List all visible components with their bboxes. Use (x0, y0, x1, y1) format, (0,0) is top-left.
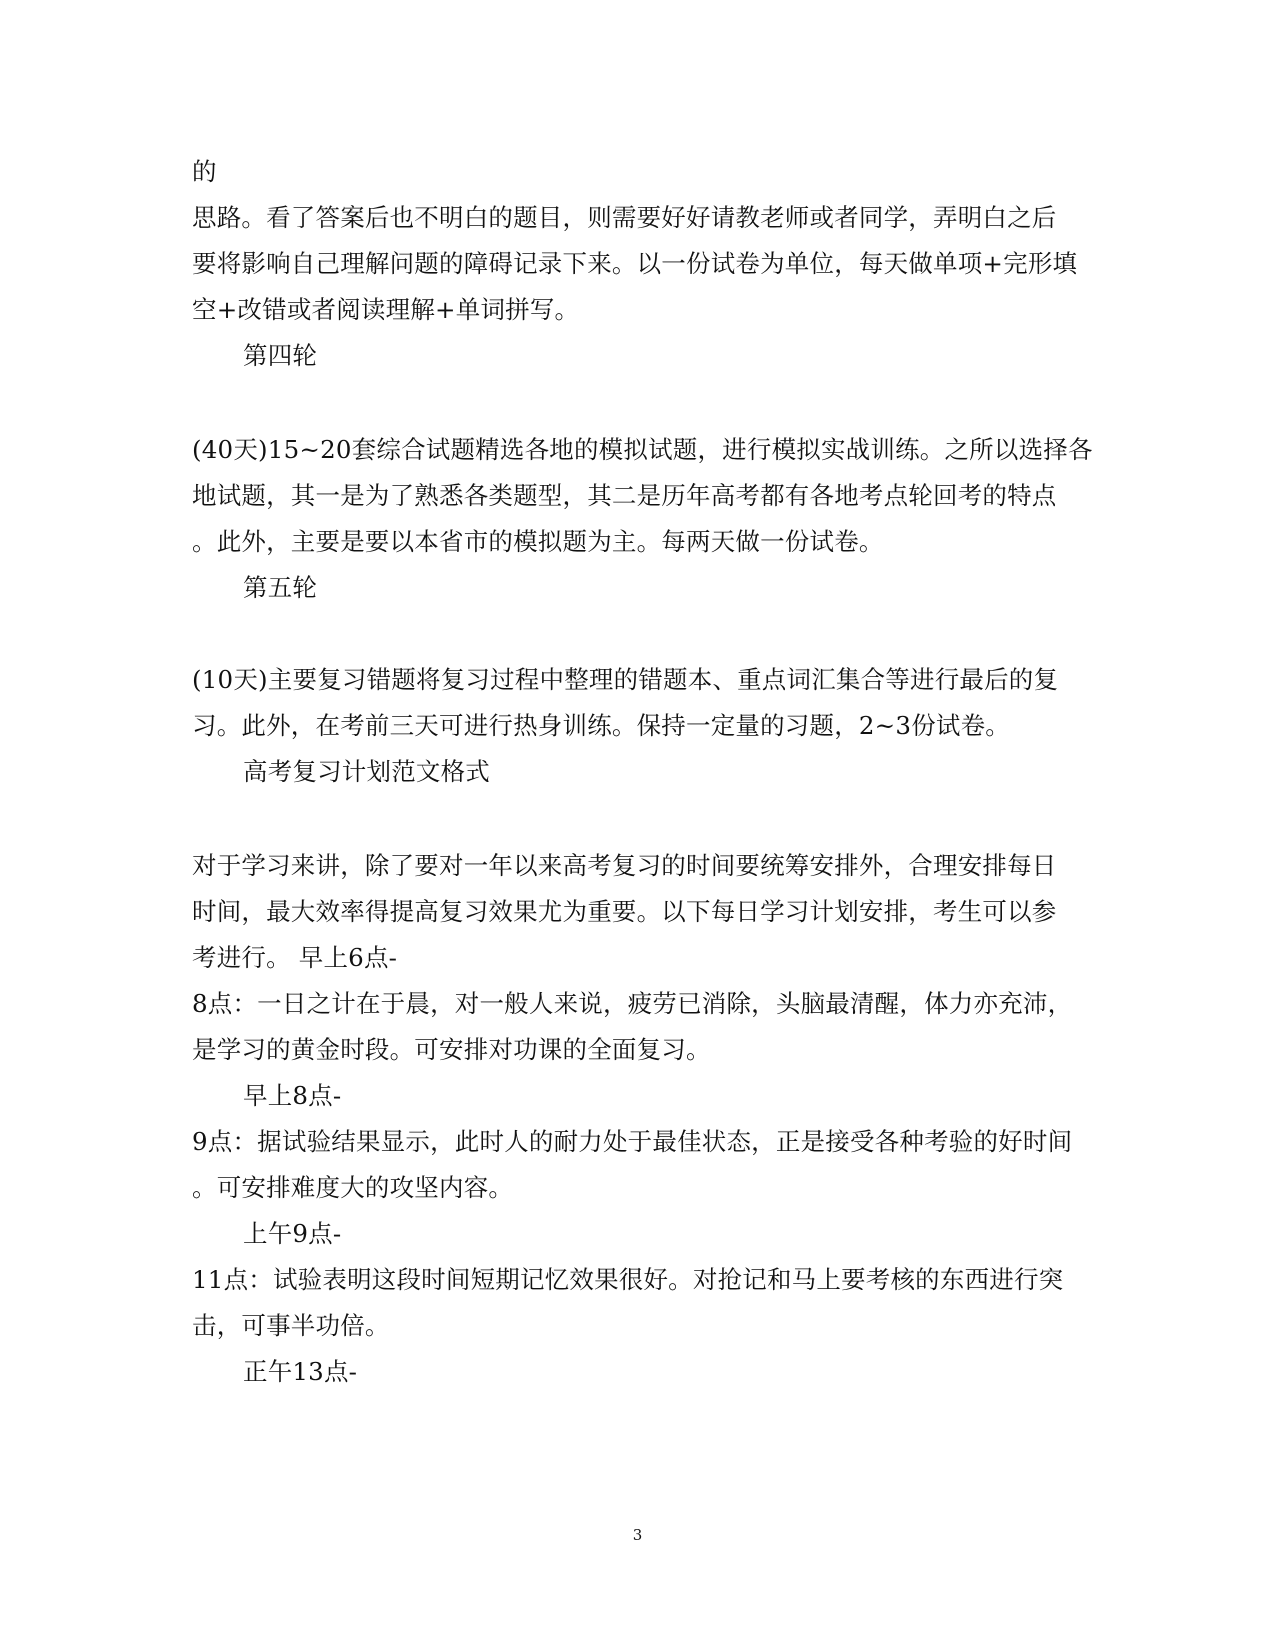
time-heading: 上午9点- (243, 1219, 342, 1248)
text-line: 要将影响自己理解问题的障碍记录下来。以一份试卷为单位，每天做单项+完形填 (192, 249, 1078, 278)
section-heading: 高考复习计划范文格式 (243, 757, 490, 786)
section-heading: 第四轮 (243, 341, 318, 370)
text-line: 击，可事半功倍。 (192, 1311, 390, 1340)
text-line: 。此外，主要是要以本省市的模拟题为主。每两天做一份试卷。 (192, 527, 884, 556)
section-heading: 第五轮 (243, 573, 318, 602)
text-line: 11点：试验表明这段时间短期记忆效果很好。对抢记和马上要考核的东西进行突 (192, 1265, 1064, 1294)
text-line: 的 (192, 157, 217, 186)
text-line: 思路。看了答案后也不明白的题目，则需要好好请教老师或者同学，弄明白之后 (192, 203, 1057, 232)
time-heading: 正午13点- (243, 1357, 358, 1386)
text-line: 地试题，其一是为了熟悉各类题型，其二是历年高考都有各地考点轮回考的特点 (192, 481, 1057, 510)
time-heading: 早上8点- (243, 1081, 342, 1110)
text-line: 8点：一日之计在于晨，对一般人来说，疲劳已消除，头脑最清醒，体力亦充沛， (192, 989, 1073, 1018)
text-line: 时间，最大效率得提高复习效果尤为重要。以下每日学习计划安排，考生可以参 (192, 897, 1057, 926)
text-line: (10天)主要复习错题将复习过程中整理的错题本、重点词汇集合等进行最后的复 (192, 665, 1059, 694)
text-line: 9点：据试验结果显示，此时人的耐力处于最佳状态，正是接受各种考验的好时间 (192, 1127, 1073, 1156)
text-line: 习。此外，在考前三天可进行热身训练。保持一定量的习题，2~3份试卷。 (192, 711, 1011, 740)
text-line: 。可安排难度大的攻坚内容。 (192, 1173, 514, 1202)
text-line: 对于学习来讲，除了要对一年以来高考复习的时间要统筹安排外，合理安排每日 (192, 851, 1057, 880)
text-line: 是学习的黄金时段。可安排对功课的全面复习。 (192, 1035, 711, 1064)
text-line: 考进行。 早上6点- (192, 943, 398, 972)
text-line: 空+改错或者阅读理解+单词拼写。 (192, 295, 580, 324)
text-line: (40天)15~20套综合试题精选各地的模拟试题，进行模拟实战训练。之所以选择各 (192, 435, 1093, 464)
page-number: 3 (632, 1526, 643, 1544)
